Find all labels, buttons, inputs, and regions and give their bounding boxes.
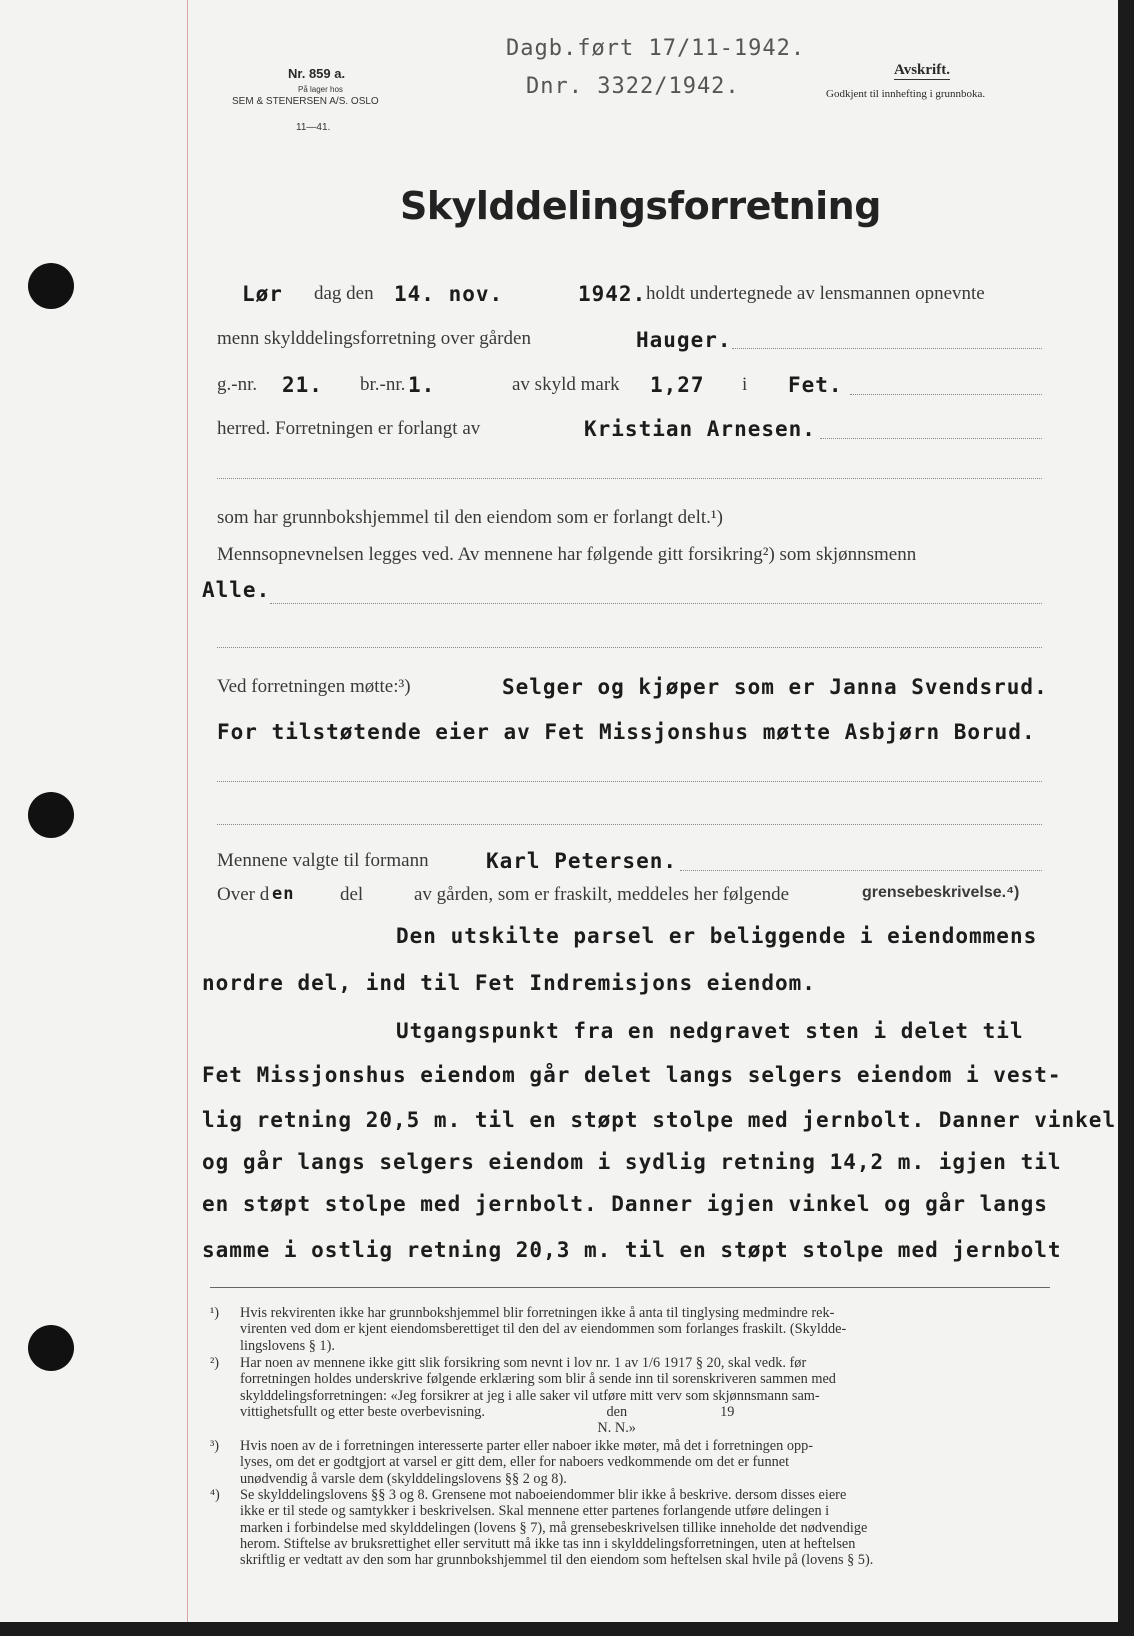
- del-label: del: [340, 884, 364, 905]
- mennsopp-text: Mennsopnevnelsen legges ved. Av mennene har følgende gitt forsikring²) som skjønnsmenn: [217, 544, 917, 565]
- bnr-value: 1.: [408, 373, 436, 397]
- farm-value: Hauger.: [636, 328, 732, 352]
- year-value: 1942.: [578, 282, 647, 306]
- footnote-line: ikke er til stede og samtykker i beskrivelsen. Skal mennene etter partenes forlangende utføre delingen i: [240, 1503, 830, 1520]
- footnote-2: [210, 1355, 1048, 1439]
- footnote-number: ¹): [210, 1305, 220, 1321]
- desc-line: lig retning 20,5 m. til en støpt stolpe med jernbolt. Danner vinkel: [202, 1108, 1117, 1132]
- footnote-line: Hvis noen av de i forretningen interesserte parter eller naboer ikke møter, må det i forretningen opp-: [240, 1438, 814, 1454]
- formann-value: Karl Petersen.: [486, 849, 678, 873]
- footnote-line: marken i forbindelse med skylddelingen (lovens § 7), må grensebeskrivelsen tillike inneholde det nødvendige: [240, 1519, 868, 1536]
- form-number: Nr. 859 a.: [288, 66, 346, 81]
- mote-line-2: For tilstøtende eier av Fet Missjonshus møtte Asbjørn Borud.: [217, 720, 1036, 744]
- desc-line: Den utskilte parsel er beliggende i eiendommens: [396, 924, 1038, 948]
- footnote-line: N. N.»: [240, 1420, 636, 1437]
- hjemmel-text: som har grunnbokshjemmel til den eiendom som er forlangt delt.¹): [217, 507, 723, 528]
- footnote-line: Hvis rekvirenten ikke har grunnbokshjemmel blir forretningen ikke å anta til tinglysing medmindre rek-: [240, 1305, 835, 1321]
- requester-value: Kristian Arnesen.: [584, 417, 816, 441]
- mote-label: Ved forretningen møtte:³): [217, 676, 411, 697]
- footnote-line: skylddelingsforretningen: «Jeg forsikrer at jeg i alle saker vil utføre mitt verv som skjønnsmann sam-: [240, 1387, 820, 1404]
- desc-line: og går langs selgers eiendom i sydlig retning 14,2 m. igjen til: [202, 1150, 1062, 1174]
- stamp-line-1: Dagb.ført 17/11-1942.: [506, 36, 806, 61]
- date-value: 14. nov.: [394, 282, 504, 306]
- over-label: Over d: [217, 884, 270, 905]
- desc-line: nordre del, ind til Fet Indremisjons eiendom.: [202, 971, 816, 995]
- footnote-line: Se skylddelingslovens §§ 3 og 8. Grensene mot naboeiendommer blir ikke å beskrive. dersom disses eiere: [240, 1487, 847, 1503]
- menn-text: menn skylddelingsforretning over gården: [217, 328, 531, 349]
- mote-line-1: Selger og kjøper som er Janna Svendsrud.: [502, 675, 1048, 699]
- footnote-line: Har noen av mennene ikke gitt slik forsikring som nevnt i lov nr. 1 av 1/6 1917 § 20, skal vedk. før: [240, 1355, 807, 1371]
- margin-line: [187, 0, 188, 1622]
- footnote-line: herom. Stiftelse av bruksrettighet eller servitutt må ikke tas inn i skylddelingsforretningen, uten at heftelsen: [240, 1535, 856, 1552]
- footnote-number: ²): [210, 1355, 220, 1371]
- footnote-1: [210, 1305, 1048, 1357]
- i-label: i: [742, 374, 748, 395]
- formann-label: Mennene valgte til formann: [217, 850, 429, 871]
- day-value: Lør: [242, 282, 283, 306]
- herred-text: herred. Forretningen er forlangt av: [217, 418, 481, 439]
- gnr-label: g.-nr.: [217, 374, 258, 395]
- dag-den-label: dag den: [314, 283, 374, 304]
- footnote-line: vittighetsfullt og etter beste overbevisning. den 19: [240, 1403, 735, 1420]
- desc-line: en støpt stolpe med jernbolt. Danner igjen vinkel og går langs: [202, 1192, 1048, 1216]
- publisher-line-2: SEM & STENERSEN A/S. OSLO: [232, 96, 379, 107]
- page-title: Skylddelingsforretning: [400, 184, 881, 228]
- grensebeskrivelse-label: grensebeskrivelse.⁴): [862, 884, 1020, 901]
- footnote-divider: [210, 1287, 1050, 1288]
- gnr-value: 21.: [282, 373, 323, 397]
- avskrift-title: Avskrift.: [894, 62, 950, 78]
- footnote-line: forretningen holdes underskrive følgende erklæring som blir å sende inn til sorenskriveren sammen med: [240, 1371, 836, 1388]
- footnote-4: [210, 1487, 1048, 1571]
- desc-line: Utgangspunkt fra en nedgravet sten i delet til: [396, 1019, 1024, 1043]
- alle-value: Alle.: [202, 578, 271, 602]
- footnote-line: virenten ved dom er kjent eiendomsberettiget til den del av eiendommen som forlanges fraskilt. (Skyldde-: [240, 1321, 847, 1338]
- publisher-line-1: På lager hos: [298, 85, 343, 94]
- footnote-line: skriftlig er vedtatt av den som har grunnbokshjemmel til den eiendom som heftelsen skal hvile på (lovens § 5).: [240, 1552, 874, 1569]
- desc-line: samme i ostlig retning 20,3 m. til en støpt stolpe med jernbolt: [202, 1238, 1062, 1262]
- desc-line: Fet Missjonshus eiendom går delet langs selgers eiendom i vest-: [202, 1063, 1062, 1087]
- herred-value: Fet.: [788, 373, 843, 397]
- footnote-line: lyses, om det er godtgjort at varsel er gitt dem, eller for naboers vedkommende om det er funnet: [240, 1454, 790, 1471]
- skyld-label: av skyld mark: [512, 374, 620, 395]
- footnote-number: ⁴): [210, 1487, 220, 1503]
- footnote-number: ³): [210, 1438, 220, 1454]
- avskrift-subtitle: Godkjent til innhefting i grunnboka.: [826, 88, 986, 100]
- footnote-line: lingslovens § 1).: [240, 1337, 335, 1354]
- stamp-line-2: Dnr. 3322/1942.: [526, 74, 740, 99]
- over-value: en: [272, 884, 295, 904]
- skyld-value: 1,27: [650, 373, 705, 397]
- bnr-label: br.-nr.: [360, 374, 406, 395]
- footnote-line: unødvendig å varsle dem (skylddelingslovens §§ 2 og 8).: [240, 1470, 567, 1487]
- held-text: holdt undertegnede av lensmannen opnevnte: [646, 283, 985, 304]
- punch-hole-bottom: [28, 1325, 74, 1371]
- punch-hole-top: [28, 263, 74, 309]
- punch-hole-middle: [28, 792, 74, 838]
- form-edition: 11—41.: [296, 122, 331, 133]
- footnote-3: [210, 1438, 1048, 1490]
- over-rest: av gården, som er fraskilt, meddeles her følgende: [414, 884, 790, 905]
